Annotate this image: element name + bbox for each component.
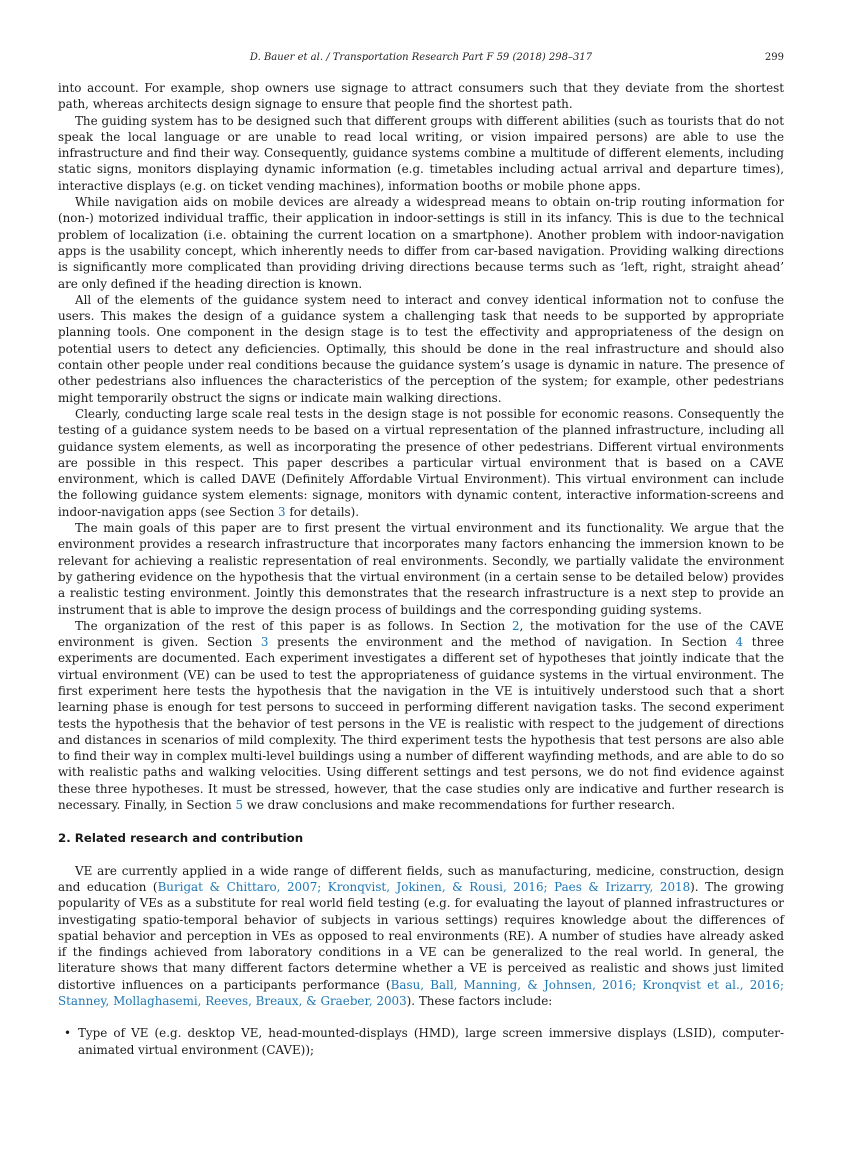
section-3-link[interactable]: 3 xyxy=(260,635,269,650)
citation-link[interactable]: Burigat & Chittaro, 2007; Kronqvist, Jokinen, & Rousi, 2016; Paes & Irizarry, 2018 xyxy=(157,879,691,894)
body-text xyxy=(58,80,784,1058)
paragraph-text: ). These factors include: xyxy=(406,994,553,1009)
paragraph-text: VE are currently applied in a wide range of different fields, such as manufacturing, medicine, construction, design and education ( xyxy=(58,863,784,894)
paragraph-text: for details). xyxy=(285,504,360,519)
paragraph-text: ). The growing popularity of VEs as a substitute for real world field testing (e.g. for evaluating the layout of planned infrastructures or investigating spatio-temporal behavior of subjects in various settings) requires knowledge about the differences of spatial behavior and perception in VEs as opposed to real environments (RE). A number of studies have already asked if the findings achieved from laboratory conditions in a VE can be generalized to the real world. In general, the literature shows that many different factors determine whether a VE is perceived as realistic and shows just limited distortive influences on a participants performance ( xyxy=(58,879,784,992)
factor-list xyxy=(58,1025,784,1058)
paragraph-guidance-elements: All of the elements of the guidance system need to interact and convey identical information not to confuse the users. This makes the design of a guidance system a challenging task that needs to be supported by appropriate planning tools. One component in the design stage is to test the effectivity and appropriateness of the design on potential users to detect any deficiencies. Optimally, this should be done in the real infrastructure and should also contain other people under real conditions because the guidance system’s usage is dynamic in nature. The presence of other pedestrians also influences the characteristics of the perception of the system; for example, other pedestrians might temporarily obstruct the signs or indicate main walking directions. xyxy=(58,292,784,405)
list-item-text: Type of VE (e.g. desktop VE, head-mounted-displays (HMD), large screen immersive displays (LSID), computer-animated virtual environment (CAVE)); xyxy=(78,1026,784,1057)
bullet-icon: • xyxy=(64,1026,72,1041)
running-title: D. Bauer et al. / Transportation Research Part F 59 (2018) 298–317 xyxy=(249,52,593,63)
paragraph-text: we draw conclusions and make recommendations for further research. xyxy=(243,798,676,813)
paragraph-text: , the motivation for the use of the CAVE environment is given. Section xyxy=(58,618,784,650)
paragraph-guiding-system: The guiding system has to be designed such that different groups with different abilities (such as tourists that do not speak the local language or are unable to read local writing, or vision impaired persons) are able to use the infrastructure and find their way. Consequently, guidance systems combine a multitude of different elements, including static signs, monitors displaying dynamic information (e.g. timetables including actual arrival and departure times), interactive displays (e.g. on ticket vending machines), information booths or mobile phone apps. xyxy=(58,113,784,193)
paragraph-main-goals: The main goals of this paper are to first present the virtual environment and its functionality. We argue that the environment provides a research infrastructure that incorporates many factors enhancing the immersion known to be relevant for achieving a realistic representation of real environments. Secondly, we partially validate the environment by gathering evidence on the hypothesis that the virtual environment (in a certain sense to be detailed below) provides a realistic testing environment. Jointly this demonstrates that the research infrastructure is a next step to provide an instrument that is able to improve the design process of buildings and the corresponding guiding systems. xyxy=(58,521,784,617)
paragraph-text: Clearly, conducting large scale real tests in the design stage is not possible for economic reasons. Consequently the testing of a guidance system needs to be based on a virtual representation of the planned infrastructure, including all guidance system elements, as well as incorporating the presence of other pedestrians. Different virtual environments are possible in this respect. This paper describes a particular virtual environment that is based on a CAVE environment, which is called DAVE (Definitely Affordable Virtual Environment). This virtual environment can include the following guidance system elements: signage, monitors with dynamic content, interactive information-screens and indoor-navigation apps (see Section xyxy=(58,406,784,519)
paragraph-text: presents the environment and the method of navigation. In Section xyxy=(268,635,736,650)
paragraph-continued: into account. For example, shop owners use signage to attract consumers such that they deviate from the shortest path, whereas architects design signage to ensure that people find the shortest path. xyxy=(58,81,784,112)
citation-link[interactable]: Basu, Ball, Manning, & Johnsen, 2016; Kronqvist et al., 2016; Stanney, Mollaghasemi, Reeves, Breaux, & Graeber, 2003 xyxy=(58,977,784,1009)
section-5-link[interactable]: 5 xyxy=(235,798,244,813)
section-2-link[interactable]: 2 xyxy=(511,618,520,633)
list-item xyxy=(58,1025,784,1058)
paragraph-related-research xyxy=(58,863,784,1010)
paragraph-virtual-environment xyxy=(58,406,784,520)
page-number: 299 xyxy=(764,52,784,63)
section-heading: 2. Related research and contribution xyxy=(58,831,304,846)
section-4-link[interactable]: 4 xyxy=(735,635,744,650)
paragraph-organization xyxy=(58,618,784,814)
paragraph-text: The organization of the rest of this paper is as follows. In Section xyxy=(75,618,512,633)
section-3-link[interactable]: 3 xyxy=(278,504,286,519)
running-head xyxy=(58,52,784,66)
paragraph-text: three experiments are documented. Each experiment investigates a different set of hypotheses that jointly indicate that the virtual environment (VE) can be used to test the appropriateness of guidance systems in the virtual environment. The first experiment here tests the hypothesis that the navigation in the VE is intuitively understood such that a short learning phase is enough for test persons to succeed in performing different navigation tasks. The second experiment tests the hypothesis that the behavior of test persons in the VE is realistic with respect to the judgement of directions and distances in scenarios of mild complexity. The third experiment tests the hypothesis that test persons are also able to find their way in complex multi-level buildings using a number of different wayfinding methods, and are able to do so with realistic paths and walking velocities. Using different settings and test persons, we do not find evidence against these three hypotheses. It must be stressed, however, that the case studies only are indicative and further research is necessary. Finally, in Section xyxy=(58,635,784,813)
paragraph-navigation-aids: While navigation aids on mobile devices are already a widespread means to obtain on-trip routing information for (non-) motorized individual traffic, their application in indoor-settings is still in its infancy. This is due to the technical problem of localization (i.e. obtaining the current location on a smartphone). Another problem with indoor-navigation apps is the usability concept, which inherently needs to differ from car-based navigation. Providing walking directions is significantly more complicated than providing driving directions because terms such as ‘left, right, straight ahead’ are only defined if the heading direction is known. xyxy=(58,195,784,291)
